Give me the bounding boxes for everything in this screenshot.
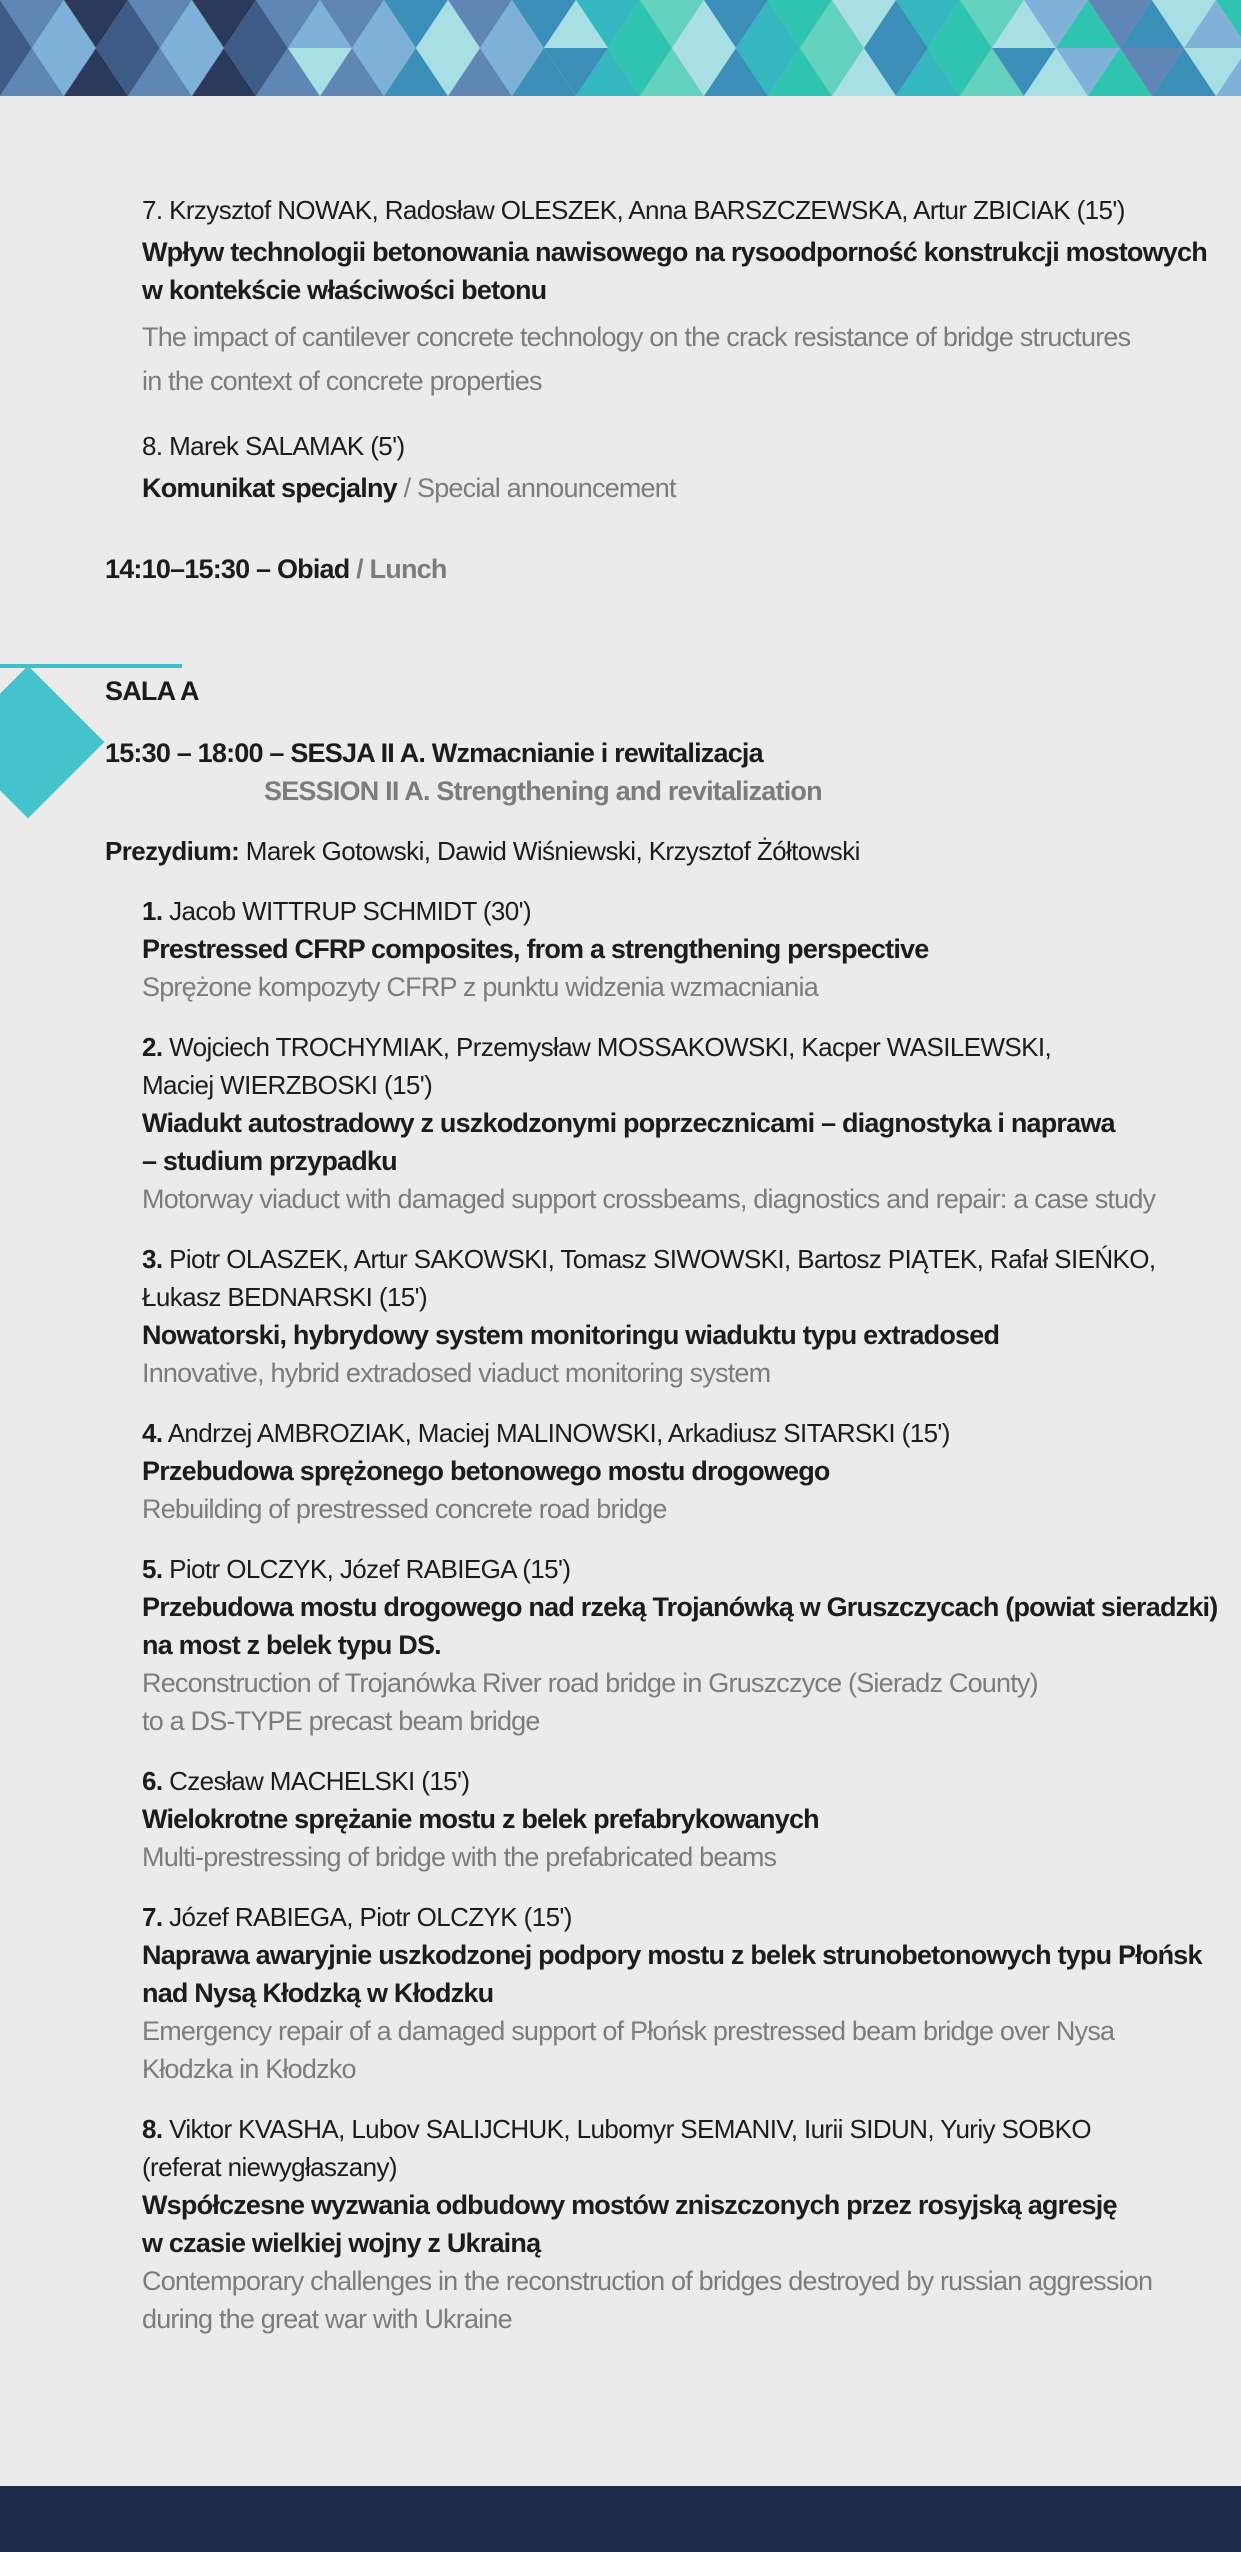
talk-title-en: Contemporary challenges in the reconstruction of bridges destroyed by russian aggression — [142, 2266, 1153, 2296]
talk-title-en: Multi-prestressing of bridge with the prefabricated beams — [142, 1842, 777, 1872]
talk-item — [142, 191, 1207, 403]
talk-authors-text: Maciej WIERZBOSKI (15') — [142, 1070, 433, 1100]
presidium-label: Prezydium: — [105, 836, 240, 866]
talk-number: 7. — [142, 195, 163, 225]
talk-title-pl: Przebudowa sprężonego betonowego mostu drogowego — [142, 1456, 830, 1486]
talk-authors — [142, 1898, 1222, 1936]
diamond-icon — [0, 666, 104, 819]
talk-authors — [142, 191, 1202, 229]
presidium-names: Marek Gotowski, Dawid Wiśniewski, Krzysztof Żółtowski — [239, 836, 860, 866]
talk-item — [142, 1762, 1222, 1876]
talk-title-en: / Special announcement — [396, 473, 676, 503]
talk-title-en: Motorway viaduct with damaged support crossbeams, diagnostics and repair: a case study — [142, 1184, 1156, 1214]
talk-title-pl: Przebudowa mostu drogowego nad rzeką Trojanówką w Gruszczycach (powiat sieradzki) — [142, 1592, 1218, 1622]
previous-session-tail — [142, 191, 1207, 507]
talk-authors — [142, 1240, 1222, 1278]
talk-number: 1. — [142, 896, 163, 926]
talk-item — [142, 1240, 1222, 1392]
talk-number: 4. — [142, 1418, 163, 1448]
talk-authors-text: Józef RABIEGA, Piotr OLCZYK (15') — [169, 1902, 572, 1932]
talk-title-pl: Wpływ technologii betonowania nawisowego na rysoodporność konstrukcji mostowych — [142, 237, 1207, 267]
session-heading-pl: 15:30 – 18:00 – SESJA II A. Wzmacnianie i rewitalizacja — [105, 738, 763, 768]
talk-authors-text: Jacob WITTRUP SCHMIDT (30') — [169, 896, 532, 926]
talk-title-en: Reconstruction of Trojanówka River road bridge in Gruszczyce (Sieradz County) — [142, 1668, 1038, 1698]
talk-title-pl: Nowatorski, hybrydowy system monitoringu wiaduktu typu extradosed — [142, 1320, 1000, 1350]
talk-authors-text: (referat niewygłaszany) — [142, 2152, 397, 2182]
talk-authors-text: Krzysztof NOWAK, Radosław OLESZEK, Anna BARSZCZEWSKA, Artur ZBICIAK (15') — [169, 195, 1125, 225]
talk-title-pl: w kontekście właściwości betonu — [142, 275, 547, 305]
talk-title-pl: – studium przypadku — [142, 1146, 397, 1176]
talk-authors-text: Viktor KVASHA, Lubov SALIJCHUK, Lubomyr SEMANIV, Iurii SIDUN, Yuriy SOBKO — [169, 2114, 1092, 2144]
talk-item — [142, 2110, 1222, 2338]
talk-item — [142, 892, 1222, 1006]
lunch-en: / Lunch — [349, 554, 447, 584]
talk-number: 3. — [142, 1244, 163, 1274]
talk-title-pl: w czasie wielkiej wojny z Ukrainą — [142, 2228, 541, 2258]
room-label: SALA A — [105, 676, 199, 706]
talk-title-en: Innovative, hybrid extradosed viaduct monitoring system — [142, 1358, 771, 1388]
talk-authors — [142, 2110, 1222, 2148]
talk-authors-text: Czesław MACHELSKI (15') — [169, 1766, 470, 1796]
talk-authors — [142, 1278, 1222, 1316]
talk-item — [142, 1550, 1222, 1740]
session-heading-en: SESSION II A. Strengthening and revitalization — [264, 776, 822, 806]
talk-title-en: The impact of cantilever concrete technology on the crack resistance of bridge structures — [142, 322, 1131, 352]
header-pattern — [0, 0, 1241, 96]
talk-authors — [142, 1414, 1222, 1452]
talk-title-pl: Prestressed CFRP composites, from a strengthening perspective — [142, 934, 929, 964]
presidium — [105, 832, 860, 870]
talk-authors-text: Piotr OLCZYK, Józef RABIEGA (15') — [169, 1554, 571, 1584]
talk-title-en: Sprężone kompozyty CFRP z punktu widzenia wzmacniania — [142, 972, 818, 1002]
talk-title-en: Kłodzka in Kłodzko — [142, 2054, 356, 2084]
talk-authors — [142, 892, 1222, 930]
lunch-time: 14:10–15:30 – Obiad — [105, 554, 350, 584]
talk-authors — [142, 1028, 1222, 1066]
talk-authors-text: Marek SALAMAK (5') — [169, 431, 405, 461]
talk-authors — [142, 1066, 1222, 1104]
talk-title-en: Emergency repair of a damaged support of Płońsk prestressed beam bridge over Nysa — [142, 2016, 1115, 2046]
talk-number: 7. — [142, 1902, 163, 1932]
talk-title-pl: nad Nysą Kłodzką w Kłodzku — [142, 1978, 494, 2008]
footer-bar — [0, 2486, 1241, 2552]
talk-authors — [142, 1550, 1222, 1588]
talk-item — [142, 1028, 1222, 1218]
talk-title-pl: Wielokrotne sprężanie mostu z belek prefabrykowanych — [142, 1804, 819, 1834]
talk-title-en: during the great war with Ukraine — [142, 2304, 512, 2334]
talk-authors-text: Andrzej AMBROZIAK, Maciej MALINOWSKI, Arkadiusz SITARSKI (15') — [167, 1418, 950, 1448]
talk-number: 5. — [142, 1554, 163, 1584]
talk-title-pl: Wiadukt autostradowy z uszkodzonymi poprzecznicami – diagnostyka i naprawa — [142, 1108, 1115, 1138]
talk-number: 8. — [142, 2114, 163, 2144]
talk-authors-text: Łukasz BEDNARSKI (15') — [142, 1282, 428, 1312]
talk-item — [142, 427, 1202, 507]
talk-authors — [142, 427, 1202, 465]
talk-title-pl: Komunikat specjalny — [142, 473, 397, 503]
talk-item — [142, 1414, 1222, 1528]
talk-title-en: Rebuilding of prestressed concrete road bridge — [142, 1494, 667, 1524]
talk-title-pl: Naprawa awaryjnie uszkodzonej podpory mostu z belek strunobetonowych typu Płońsk — [142, 1940, 1202, 1970]
talk-authors — [142, 1762, 1222, 1800]
talk-item — [142, 1898, 1222, 2088]
talk-authors-text: Wojciech TROCHYMIAK, Przemysław MOSSAKOWSKI, Kacper WASILEWSKI, — [169, 1032, 1052, 1062]
talk-title-pl: Współczesne wyzwania odbudowy mostów zniszczonych przez rosyjską agresję — [142, 2190, 1117, 2220]
talk-number: 8. — [142, 431, 163, 461]
lunch-break — [105, 550, 447, 588]
talk-authors-text: Piotr OLASZEK, Artur SAKOWSKI, Tomasz SIWOWSKI, Bartosz PIĄTEK, Rafał SIEŃKO, — [169, 1244, 1156, 1274]
talk-authors — [142, 2148, 1222, 2186]
talk-title-en: in the context of concrete properties — [142, 366, 542, 396]
talk-title — [142, 469, 1202, 507]
talk-title-pl: na most z belek typu DS. — [142, 1630, 441, 1660]
session-heading — [105, 734, 822, 810]
talk-number: 2. — [142, 1032, 163, 1062]
session-talk-list — [142, 892, 1222, 2338]
talk-number: 6. — [142, 1766, 163, 1796]
talk-title-en: to a DS-TYPE precast beam bridge — [142, 1706, 540, 1736]
